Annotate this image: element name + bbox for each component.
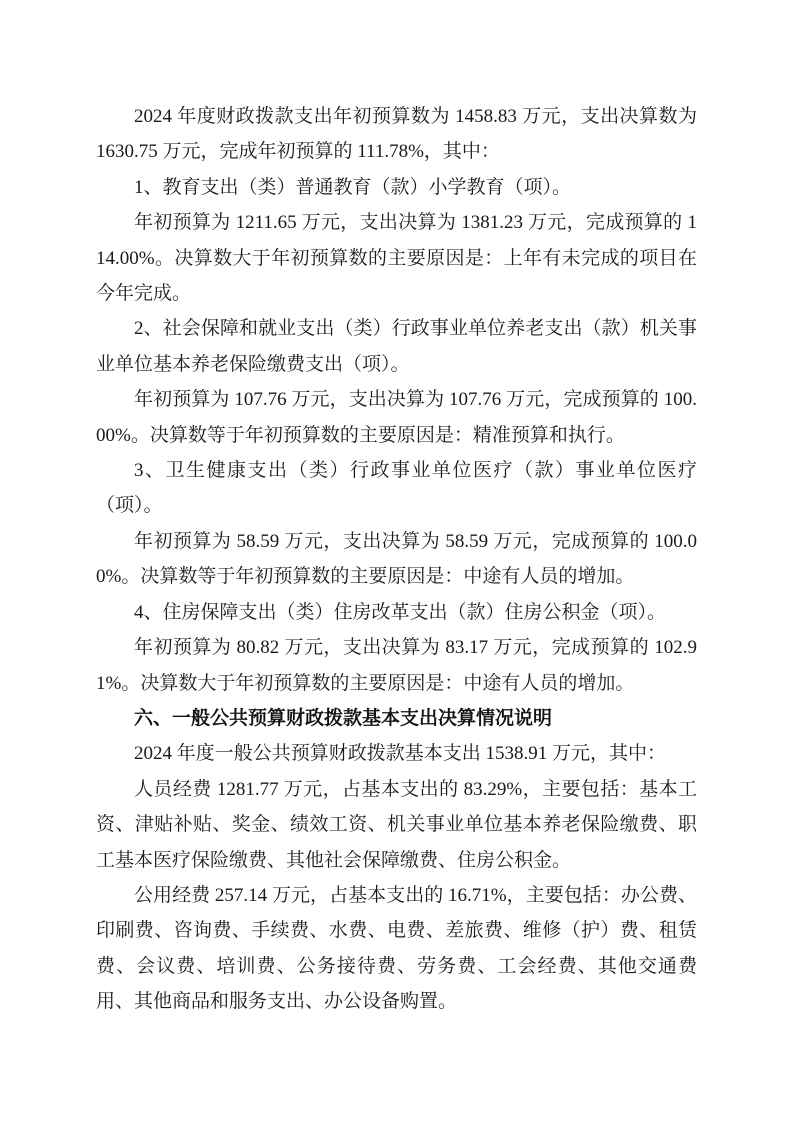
para-public-expense: 公用经费 257.14 万元，占基本支出的 16.71%，主要包括：办公费、印刷费、咨询费、手续费、水费、电费、差旅费、维修（护）费、租赁费、会议费、培训费、公务接待费、劳务费、工会经费、其他交通费用、其他商品和服务支出、办公设备购置。 <box>96 884 697 1013</box>
para-item4-housing-title: 4、住房保障支出（类）住房改革支出（款）住房公积金（项）。 <box>134 601 667 623</box>
para-item4-housing-detail: 年初预算为 80.82 万元，支出决算为 83.17 万元，完成预算的 102.91%。决算数大于年初预算数的主要原因是：中途有人员的增加。 <box>96 637 697 694</box>
para-item1-education-detail: 年初预算为 1211.65 万元，支出决算为 1381.23 万元，完成预算的 114.00%。决算数大于年初预算数的主要原因是：上年有未完成的项目在今年完成。 <box>96 212 697 305</box>
para-item3-health-detail: 年初预算为 58.59 万元，支出决算为 58.59 万元，完成预算的 100.00%。决算数等于年初预算数的主要原因是：中途有人员的增加。 <box>96 530 697 588</box>
document-body <box>96 99 697 1020</box>
para-item2-social-security-title: 2、社会保障和就业支出（类）行政事业单位养老支出（款）机关事业单位基本养老保险缴费支出（项）。 <box>96 318 697 375</box>
para-item2-social-security-detail: 年初预算为 107.76 万元，支出决算为 107.76 万元，完成预算的 100.00%。决算数等于年初预算数的主要原因是：精准预算和执行。 <box>96 389 697 446</box>
para-personnel-expense: 人员经费 1281.77 万元，占基本支出的 83.29%，主要包括：基本工资、津贴补贴、奖金、绩效工资、机关事业单位基本养老保险缴费、职工基本医疗保险缴费、其他社会保障缴费、住房公积金。 <box>96 778 697 871</box>
para-expenditure-overview: 2024 年度财政拨款支出年初预算数为 1458.83 万元，支出决算数为 1630.75 万元，完成年初预算的 111.78%，其中： <box>96 106 697 163</box>
para-item1-education-title: 1、教育支出（类）普通教育（款）小学教育（项）。 <box>134 176 572 198</box>
para-basic-expenditure-total: 2024 年度一般公共预算财政拨款基本支出 1538.91 万元，其中： <box>134 743 667 765</box>
section-heading-basic-expenditure: 六、一般公共预算财政拨款基本支出决算情况说明 <box>134 707 553 729</box>
para-item3-health-title: 3、卫生健康支出（类）行政事业单位医疗（款）事业单位医疗（项）。 <box>96 460 697 517</box>
